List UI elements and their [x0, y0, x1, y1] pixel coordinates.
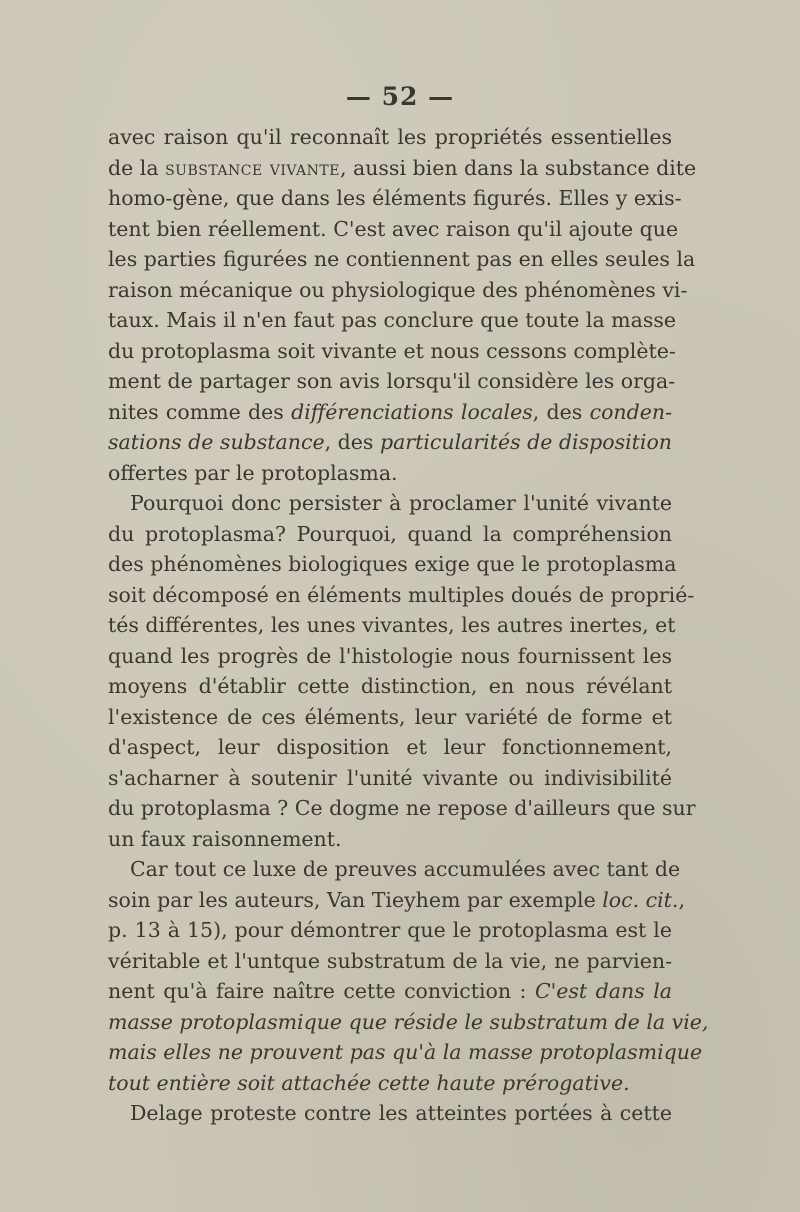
text-line: [108, 732, 672, 763]
text-segment: , des: [532, 399, 590, 424]
text-line: [108, 1007, 709, 1038]
text-segment: taux. Mais il n'en faut pas conclure que toute la masse: [108, 308, 677, 332]
text-line: [108, 397, 672, 428]
text-segment: de la: [108, 155, 166, 180]
text-segment: Car tout ce luxe de preuves accumulées avec tant de: [130, 857, 681, 881]
text-line: [108, 519, 672, 550]
text-segment: tés différentes, les unes vivantes, les autres inertes, et: [108, 613, 676, 637]
text-segment: soin par les auteurs, Van Tieyhem par exemple: [108, 887, 603, 912]
text-line: [108, 488, 672, 519]
text-line: [108, 671, 672, 702]
italic-text-segment: sations de substance: [108, 430, 325, 454]
smallcaps-text-segment: substance vivante: [165, 155, 340, 180]
text-segment: soit décomposé en éléments multiples doués de proprié-: [108, 582, 695, 607]
text-line: [108, 976, 672, 1007]
text-line: [108, 702, 672, 733]
text-line: [108, 641, 672, 672]
italic-text-segment: tout entière soit attachée cette haute prérogative.: [108, 1070, 630, 1095]
text-segment: p. 13 à 15), pour démontrer que le protoplasma est le: [108, 918, 672, 942]
italic-text-segment: masse protoplasmique que réside le substratum de la vie,: [108, 1009, 709, 1034]
text-line: [108, 153, 697, 184]
text-line: [108, 549, 677, 580]
text-segment: raison mécanique ou physiologique des phénomènes vi-: [108, 277, 688, 302]
italic-text-segment: particularités de disposition: [379, 430, 673, 454]
text-segment: s'acharner à soutenir l'unité vivante ou indivisibilité: [108, 765, 672, 790]
text-segment: Delage proteste contre les atteintes portées à cette: [130, 1101, 672, 1125]
text-segment: les parties figurées ne contiennent pas en elles seules la: [108, 247, 696, 271]
text-segment: l'existence de ces éléments, leur variété de forme et: [108, 704, 672, 729]
italic-text-segment: loc. cit.: [602, 887, 679, 912]
text-segment: ,: [678, 887, 685, 912]
text-line: [108, 915, 672, 946]
text-segment: ment de partager son avis lorsqu'il considère les orga-: [108, 369, 676, 393]
text-line: [108, 427, 672, 458]
italic-text-segment: conden-: [589, 399, 673, 424]
text-line: [108, 763, 672, 794]
text-line: [108, 305, 677, 336]
text-segment: véritable et l'untque substratum de la vie, ne parvien-: [108, 948, 672, 973]
text-segment: des phénomènes biologiques exige que le protoplasma: [108, 552, 677, 576]
italic-text-segment: C'est dans la: [534, 979, 672, 1003]
text-line: [108, 244, 696, 275]
italic-text-segment: mais elles ne prouvent pas qu'à la masse protoplasmique: [108, 1040, 703, 1064]
text-line: [108, 1068, 672, 1099]
text-line: [108, 366, 676, 397]
text-line: [108, 122, 672, 153]
text-segment: un faux raisonnement.: [108, 826, 342, 851]
text-segment: , des: [324, 430, 380, 454]
italic-text-segment: différenciations locales: [291, 399, 533, 424]
text-line: [108, 854, 681, 885]
text-segment: quand les progrès de l'histologie nous fournissent les: [108, 643, 672, 668]
text-line: [108, 1098, 672, 1129]
text-line: [108, 336, 676, 367]
text-line: [108, 275, 688, 306]
text-line: [108, 824, 672, 855]
text-line: [108, 458, 672, 489]
text-segment: d'aspect, leur disposition et leur fonctionnement,: [108, 735, 672, 759]
text-segment: avec raison qu'il reconnaît les propriétés essentielles: [108, 125, 672, 149]
text-segment: moyens d'établir cette distinction, en nous révélant: [108, 674, 672, 698]
text-line: [108, 1037, 703, 1068]
text-segment: nites comme des: [108, 399, 292, 424]
text-segment: offertes par le protoplasma.: [108, 460, 398, 485]
text-line: [108, 610, 676, 641]
text-line: [108, 214, 679, 245]
text-line: [108, 946, 672, 977]
text-segment: du protoplasma ? Ce dogme ne repose d'ailleurs que sur: [108, 796, 696, 820]
text-segment: du protoplasma soit vivante et nous cessons complète-: [108, 338, 676, 363]
text-segment: homo-gène, que dans les éléments figurés. Elles y exis-: [108, 186, 682, 210]
text-line: [108, 793, 696, 824]
text-segment: Pourquoi donc persister à proclamer l'unité vivante: [130, 491, 672, 515]
text-line: [108, 885, 685, 916]
text-segment: nent qu'à faire naître cette conviction :: [108, 979, 535, 1003]
text-line: [108, 183, 682, 214]
page-number: — 52 —: [345, 82, 455, 111]
text-segment: , aussi bien dans la substance dite: [339, 155, 697, 180]
text-line: [108, 580, 695, 611]
text-segment: tent bien réellement. C'est avec raison qu'il ajoute que: [108, 216, 679, 241]
body-text: [108, 122, 709, 1129]
text-segment: du protoplasma? Pourquoi, quand la compréhension: [108, 521, 672, 546]
